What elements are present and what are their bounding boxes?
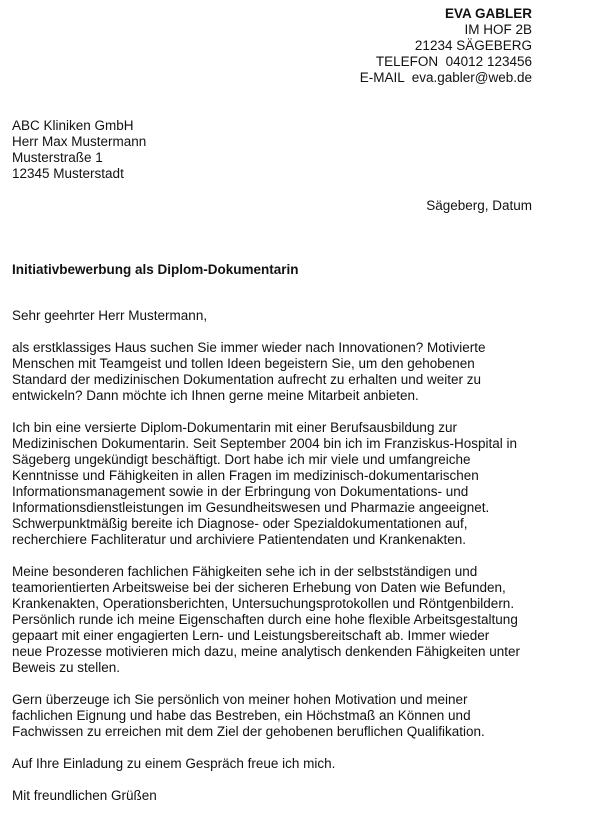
text-line: Persönlich runde ich meine Eigenschaften durch eine hohe flexible Arbeitsgestaltung: [12, 612, 518, 627]
letter-subject: Initiativbewerbung als Diplom-Dokumentarin: [12, 262, 299, 277]
sender-email: E-MAIL eva.gabler@web.de: [359, 70, 532, 85]
text-line: Fachwissen zu erreichen mit dem Ziel der gehobenen beruflichen Qualifikation.: [12, 724, 485, 739]
recipient-person: Herr Max Mustermann: [12, 134, 147, 149]
paragraph-invitation: [12, 756, 542, 772]
text-line: Krankenakten, Operationsberichten, Untersuchungsprotokollen und Röntgenbildern.: [12, 596, 515, 611]
text-line: recherchiere Fachliteratur und archiviere Patientendaten und Krankenakten.: [12, 532, 467, 547]
sender-address-block: [360, 6, 532, 86]
text-line: teamorientierten Arbeitsweise bei der sicheren Erhebung von Daten wie Befunden,: [12, 580, 506, 595]
text-line: fachlichen Eignung und habe das Bestreben, ein Höchstmaß an Können und: [12, 708, 471, 723]
recipient-company: ABC Kliniken GmbH: [12, 118, 134, 133]
paragraph-skills: [12, 564, 542, 676]
text-line: Informationsdienstleistungen im Gesundheitswesen und Pharmazie angeeignet.: [12, 500, 490, 515]
text-line: Sägeberg ungekündigt beschäftigt. Dort habe ich mir viele und umfangreiche: [12, 452, 471, 467]
text-line: Beweis zu stellen.: [12, 660, 121, 675]
salutation: Sehr geehrter Herr Mustermann,: [12, 308, 208, 323]
text-line: Schwerpunktmäßig bereite ich Diagnose- oder Spezialdokumentationen auf,: [12, 516, 468, 531]
recipient-street: Musterstraße 1: [12, 150, 103, 165]
text-line: Informationsmanagement sowie in der Erbringung von Dokumentations- und: [12, 484, 469, 499]
text-line: Gern überzeuge ich Sie persönlich von meiner hohen Motivation und meiner: [12, 692, 468, 707]
text-line: Menschen mit Teamgeist und tollen Ideen begeistern Sie, um den gehobenen: [12, 356, 475, 371]
paragraph-experience: [12, 420, 542, 548]
text-line: Standard der medizinischen Dokumentation aufrecht zu erhalten und weiter zu: [12, 372, 482, 387]
sender-phone: TELEFON 04012 123456: [375, 54, 532, 69]
text-line: Ich bin eine versierte Diplom-Dokumentarin mit einer Berufsausbildung zur: [12, 420, 457, 435]
text-line: Medizinischen Dokumentarin. Seit September 2004 bin ich im Franziskus-Hospital in: [12, 436, 517, 451]
sender-name: EVA GABLER: [444, 6, 532, 21]
text-line: Meine besonderen fachlichen Fähigkeiten sehe ich in der selbstständigen und: [12, 564, 478, 579]
text-line: als erstklassiges Haus suchen Sie immer wieder nach Innovationen? Motivierte: [12, 340, 486, 355]
sender-street: IM HOF 2B: [464, 22, 532, 37]
closing: Mit freundlichen Grüßen: [12, 788, 157, 803]
recipient-city: 12345 Musterstadt: [12, 166, 124, 181]
letter-body: [12, 308, 542, 820]
text-line: Auf Ihre Einladung zu einem Gespräch freue ich mich.: [12, 756, 336, 771]
text-line: gepaart mit einer engagierten Lern- und Leistungsbereitschaft ab. Immer wieder: [12, 628, 490, 643]
text-line: entwickeln? Dann möchte ich Ihnen gerne meine Mitarbeit anbieten.: [12, 388, 419, 403]
text-line: neue Prozesse motivieren mich dazu, meine analytisch denkenden Fähigkeiten unter: [12, 644, 521, 659]
sender-city: 21234 SÄGEBERG: [414, 38, 532, 53]
text-line: Kenntnisse und Fähigkeiten in allen Fragen im medizinisch-dokumentarischen: [12, 468, 479, 483]
paragraph-intro: [12, 340, 542, 404]
recipient-address-block: [12, 118, 146, 182]
place-date-line: Sägeberg, Datum: [426, 198, 532, 213]
paragraph-motivation: [12, 692, 542, 740]
